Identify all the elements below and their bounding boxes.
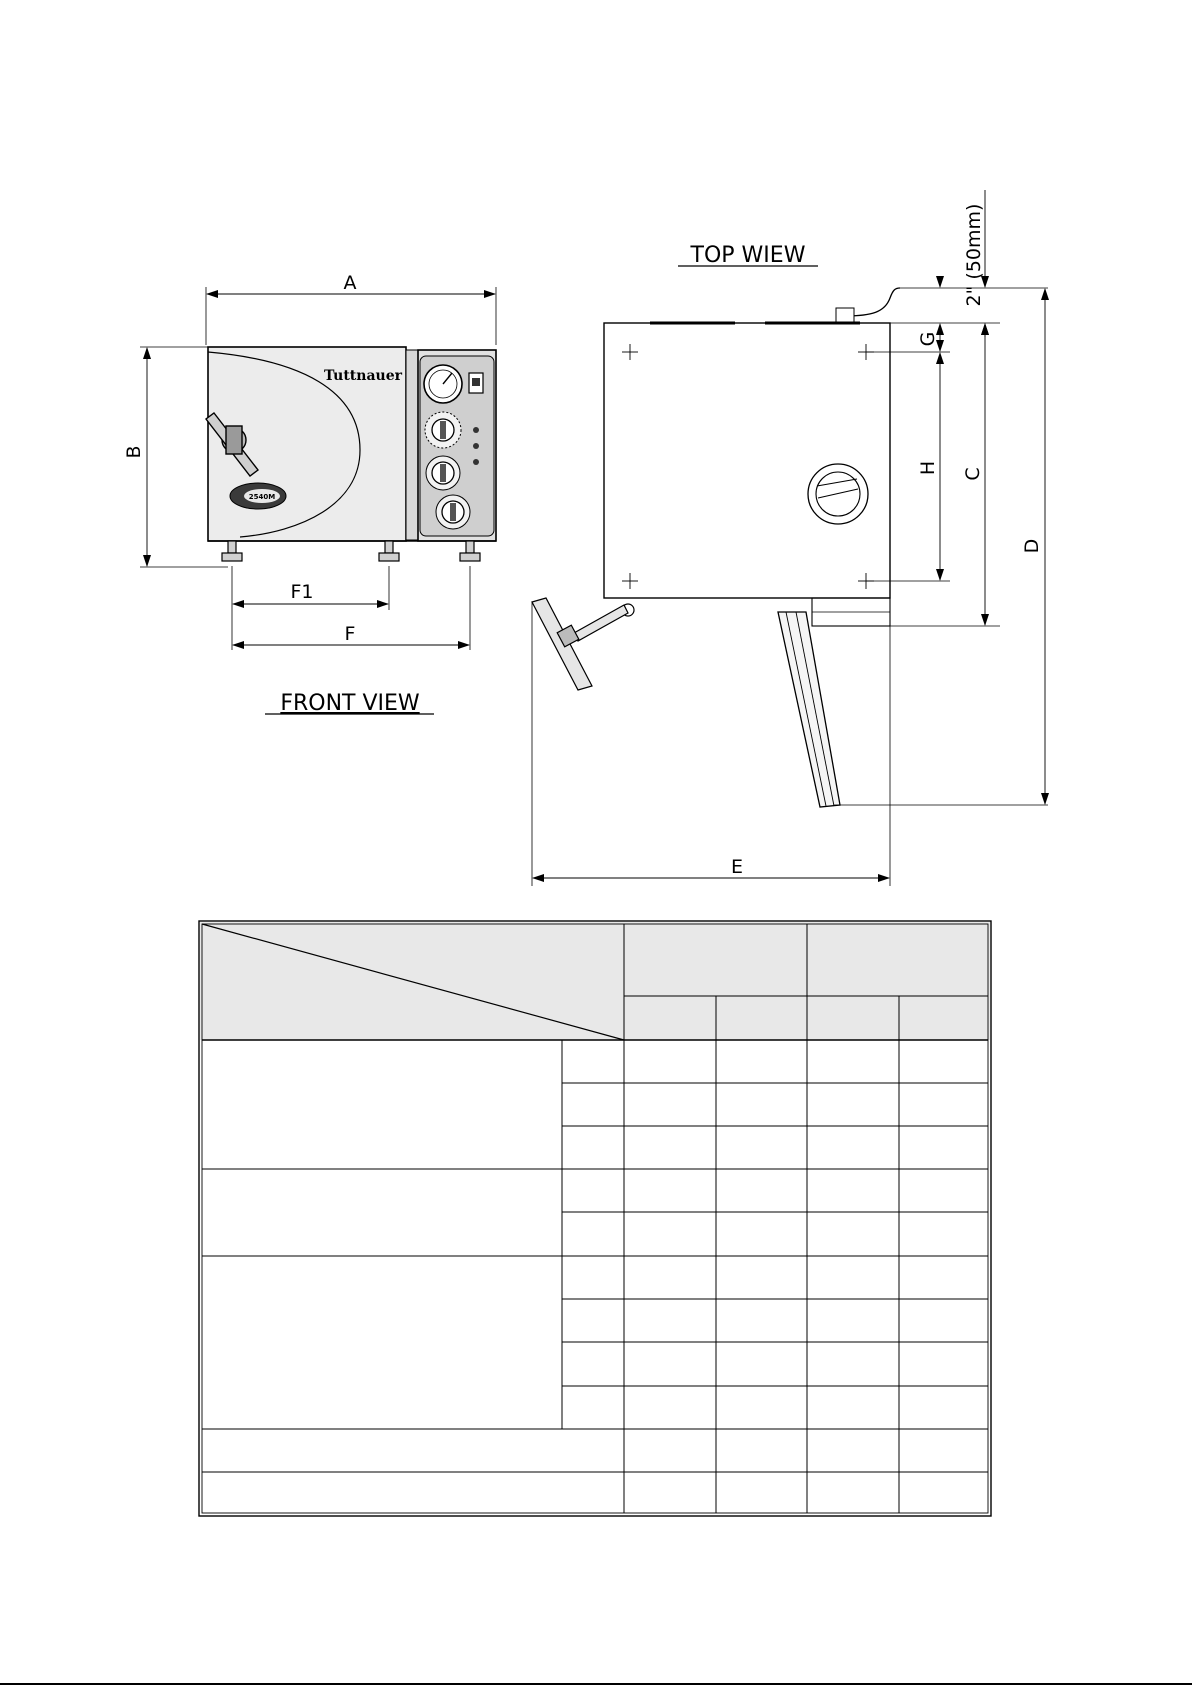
dim-label-a: A — [343, 272, 357, 294]
dim-label-clearance: 2" (50mm) — [963, 203, 985, 307]
dim-label-e: E — [730, 856, 744, 878]
front-view-title: FRONT VIEW — [280, 691, 420, 716]
dim-label-b: B — [123, 445, 145, 459]
mount-markers — [622, 344, 874, 589]
dim-label-f1: F1 — [290, 581, 314, 603]
open-door — [778, 612, 840, 807]
side-handle — [532, 598, 634, 690]
timer-knob — [425, 412, 461, 448]
autoclave-body-top — [604, 323, 890, 598]
dim-label-f: F — [344, 623, 356, 645]
top-view-title: TOP WIEW — [690, 243, 806, 268]
dim-label-d: D — [1021, 538, 1043, 554]
dim-label-h: H — [917, 460, 939, 476]
leveling-feet — [222, 541, 480, 561]
table-header — [200, 922, 990, 1040]
dim-label-c: C — [962, 467, 984, 481]
selector-knob — [436, 495, 470, 529]
front-view — [140, 287, 496, 650]
dim-label-g: G — [917, 331, 939, 347]
brand-logo: Tuttnauer — [324, 368, 402, 384]
temperature-knob — [426, 456, 460, 490]
dimensions-table — [199, 921, 991, 1516]
model-badge-label: 2540M — [248, 493, 276, 501]
